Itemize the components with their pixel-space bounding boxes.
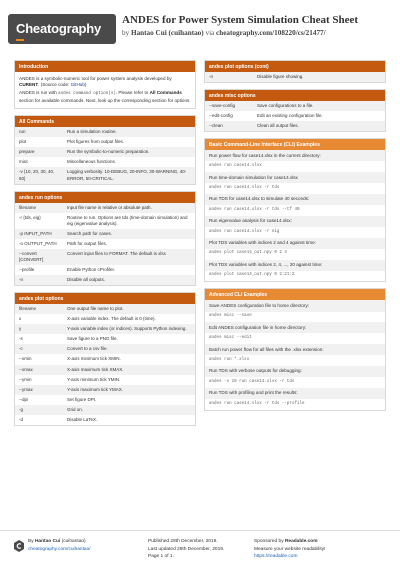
run-options-section [14, 191, 196, 287]
page-footer [0, 530, 400, 566]
run-options-table [15, 203, 195, 286]
example-code: andes run case14.xlsx -r tds [209, 185, 280, 190]
byline-author[interactable]: Hantao Cui (cuihantao) [130, 29, 204, 37]
logo-text: Cheatography [16, 21, 102, 36]
all-commands-section [14, 115, 196, 184]
intro-text-span: . Please refer to [115, 90, 150, 96]
table-row [15, 265, 195, 275]
option-key: --ymin [15, 375, 63, 385]
option-key: -n [205, 72, 253, 82]
option-desc: Enable Python cProfiler. [63, 265, 195, 275]
example-code: andes -v 10 run case14.xlsx -r tds [209, 379, 295, 384]
command-desc: Logging verbosity. 10-DEBUG, 20-INFO, 30-WARNING, 40-ERROR, 50-CRITICAL. [63, 167, 195, 183]
option-desc: X-axis minimum tick XMIN. [63, 354, 195, 364]
section-heading: Basic Command-Line Interface (CLI) Examples [205, 139, 385, 150]
option-desc: Disable LaTeX. [63, 415, 195, 425]
footer-author-block [28, 538, 91, 553]
curent-link[interactable]: CURENT [19, 82, 39, 88]
option-desc: X-axis maximum tick XMAX. [63, 365, 195, 375]
table-row [15, 157, 195, 167]
option-key: --xmax [15, 365, 63, 375]
right-column [204, 60, 386, 417]
command-syntax: andes command option(s) [58, 92, 116, 97]
intro-paragraph-2 [19, 90, 191, 104]
option-desc: Grid on. [63, 405, 195, 415]
example-label: Plot TDS variables with indices 2 and 4 against time: [205, 238, 385, 249]
option-desc: One output file name to plot. [63, 304, 195, 314]
byline-via: via [205, 29, 215, 37]
option-desc: Y-axis minimum tick YMIN. [63, 375, 195, 385]
table-row [15, 127, 195, 137]
example-label: Batch run power flow for all files with the .xlsx extension: [205, 344, 385, 355]
command-desc: Run the symbolic-to-numeric preparation. [63, 147, 195, 157]
intro-text-span: ) [84, 82, 87, 88]
page-title: ANDES for Power System Simulation Cheat Sheet [122, 14, 359, 26]
option-desc: Disable figure showing. [253, 72, 385, 82]
footer-sponsor-block [254, 538, 325, 561]
table-row [15, 375, 195, 385]
section-heading: Advanced CLI Examples [205, 289, 385, 300]
plot-options-section [14, 292, 196, 426]
example-code: andes plot case14_out.npy 0 2 4 [209, 251, 287, 256]
example-label: Plot TDS variables with indices 2, 4, ..., 20 against time: [205, 260, 385, 271]
command-key: run [15, 127, 63, 137]
all-commands-ref: All Commands [149, 90, 182, 96]
footer-sponsored-by: Sponsored by [254, 539, 285, 544]
table-row [15, 304, 195, 314]
example-label: Edit ANDES configuration file in home directory: [205, 322, 385, 333]
table-row [15, 147, 195, 157]
option-desc: Y-axis maximum tick YMAX. [63, 385, 195, 395]
option-desc: Save configurations to a file. [253, 101, 385, 111]
plot-options-table [15, 304, 195, 425]
basic-cli-examples-section [204, 138, 386, 282]
cheatography-logo[interactable] [8, 14, 116, 44]
section-heading: andes plot options [15, 293, 195, 304]
table-row [15, 167, 195, 183]
footer-sponsor-line [254, 538, 325, 546]
example-code: andes run case14.xlsx -r eig [209, 229, 280, 234]
option-desc: Save figure to a PNG file. [63, 334, 195, 344]
misc-options-table [205, 101, 385, 131]
footer-author-line [28, 538, 91, 546]
command-key: plot [15, 137, 63, 147]
intro-text-span: ANDES is run with [19, 90, 59, 96]
example-label: Run eigenvalue analysis for case14.xlsx: [205, 216, 385, 227]
section-heading: Introduction [15, 61, 195, 72]
all-commands-table [15, 127, 195, 183]
option-key: --xmin [15, 354, 63, 364]
table-row [15, 334, 195, 344]
table-row [15, 229, 195, 239]
option-desc: X-axis variable index. The default is 0 (time). [63, 314, 195, 324]
footer-sponsor-tagline: Measure your website readability! [254, 546, 326, 552]
option-key: -s [15, 334, 63, 344]
table-row [15, 385, 195, 395]
table-row [15, 395, 195, 405]
footer-sponsor-name[interactable]: Readable.com [284, 539, 318, 544]
command-desc: Run a simulation routine. [63, 127, 195, 137]
option-key: -n [15, 275, 63, 285]
table-row [205, 121, 385, 131]
example-label: Save ANDES configuration file to home directory: [205, 300, 385, 311]
option-desc: Convert input files to FORMAT. The default is xlsx [63, 249, 195, 265]
table-row [15, 405, 195, 415]
plot-options-cont-table [205, 72, 385, 82]
footer-updated: Last updated 29th December, 2019. [148, 546, 225, 552]
table-row [15, 415, 195, 425]
footer-dates-block [148, 538, 224, 561]
option-key: filename [15, 304, 63, 314]
example-code: andes run case14.xlsx -r tds --profile [209, 401, 305, 406]
option-key: --clean [205, 121, 253, 131]
plot-options-cont-section [204, 60, 386, 83]
command-desc: Plot figures from output files. [63, 137, 195, 147]
byline [122, 29, 326, 39]
section-heading: andes run options [15, 192, 195, 203]
table-row [15, 203, 195, 213]
table-row [15, 137, 195, 147]
option-desc: Set figure DPI. [63, 395, 195, 405]
example-code: andes misc --edit [209, 335, 252, 340]
footer-author-url[interactable]: cheatography.com/cuihantao/ [28, 546, 91, 552]
table-row [15, 213, 195, 229]
intro-text-span: section for available commands. Next, look up the corresponding section for options. [19, 98, 191, 104]
intro-text-span: . (Source code: [38, 82, 71, 88]
example-code: andes run case14.xlsx -r tds --tf 40 [209, 207, 300, 212]
option-desc: Edit an existing configuration file. [253, 111, 385, 121]
option-desc: Path for output files. [63, 239, 195, 249]
example-label: Run time-domain simulation for case14.xlsx [205, 172, 385, 183]
table-row [15, 365, 195, 375]
page-header [0, 0, 400, 56]
option-key: -c [15, 344, 63, 354]
footer-author-handle: (cuihantao) [61, 539, 86, 544]
byline-by: by [122, 29, 130, 37]
footer-author-name[interactable]: Hantao Cui [34, 539, 61, 544]
option-key: --convert [CONVERT] [15, 249, 63, 265]
introduction-section [14, 60, 196, 109]
left-column [14, 60, 196, 432]
table-row [15, 239, 195, 249]
example-code: andes plot case14_out.npy 0 2:21:2 [209, 273, 295, 278]
command-key: misc [15, 157, 63, 167]
footer-by: By [28, 539, 34, 544]
example-label: Run TDS with profiling and print the results: [205, 388, 385, 399]
section-heading: andes plot options (cont) [205, 61, 385, 72]
table-row [205, 111, 385, 121]
table-row [15, 324, 195, 334]
advanced-cli-examples-section [204, 288, 386, 410]
footer-sponsor-url[interactable]: https://readable.com [254, 554, 298, 560]
option-key: -r {tds, eig} [15, 213, 63, 229]
intro-text [15, 72, 195, 108]
option-key: x [15, 314, 63, 324]
cheatography-c-icon [14, 540, 24, 552]
table-row [15, 275, 195, 285]
logo-accent [16, 39, 24, 41]
github-link[interactable]: GitHub [70, 82, 85, 88]
example-code: andes run *.xlsx [209, 357, 250, 362]
table-row [15, 314, 195, 324]
section-heading: All Commands [15, 116, 195, 127]
example-label: Run TDS for case14.xlsx to simulate 40 seconds: [205, 194, 385, 205]
option-key: --profile [15, 265, 63, 275]
option-desc: Disable all outputs. [63, 275, 195, 285]
command-key: prepare [15, 147, 63, 157]
table-row [15, 249, 195, 265]
option-key: --dpi [15, 395, 63, 405]
footer-published: Published 28th December, 2019. [148, 539, 218, 544]
example-label: Run power flow for case14.xlsx in the current directory: [205, 150, 385, 161]
misc-options-section [204, 89, 386, 132]
option-key: y [15, 324, 63, 334]
option-key: -p INPUT_PATH [15, 229, 63, 239]
intro-paragraph-1 [19, 76, 191, 88]
option-key: --save-config [205, 101, 253, 111]
option-desc: Clean all output files. [253, 121, 385, 131]
table-row [15, 354, 195, 364]
byline-url[interactable]: cheatography.com/108220/cs/21477/ [216, 29, 326, 37]
command-desc: Miscellaneous functions. [63, 157, 195, 167]
section-heading: andes misc options [205, 90, 385, 101]
option-key: --edit-config [205, 111, 253, 121]
option-key: filename [15, 203, 63, 213]
option-desc: Search path for cases. [63, 229, 195, 239]
option-desc: Convert to a csv file. [63, 344, 195, 354]
table-row [15, 344, 195, 354]
option-key: -d [15, 415, 63, 425]
table-row [205, 72, 385, 82]
option-key: -o OUTPUT_PATH [15, 239, 63, 249]
table-row [205, 101, 385, 111]
option-key: --ymax [15, 385, 63, 395]
footer-page: Page 1 of 1. [148, 554, 174, 560]
command-key: -v {10, 20, 30, 40, 50} [15, 167, 63, 183]
option-desc: Y-axis variable index (or indices). Supports Python indexing. [63, 324, 195, 334]
option-key: -g [15, 405, 63, 415]
example-code: andes misc --save [209, 314, 252, 319]
option-desc: Input file name in relative or absolute path. [63, 203, 195, 213]
example-code: andes run case14.xlsx [209, 163, 262, 168]
example-label: Run TDS with verbose outputs for debugging: [205, 366, 385, 377]
intro-text-span: ANDES is a symbolic-numeric tool for power system analysis developed by [19, 76, 172, 81]
option-desc: Routine to run. Options are tds (time-domain simulation) and eig (eigenvalue analysis). [63, 213, 195, 229]
